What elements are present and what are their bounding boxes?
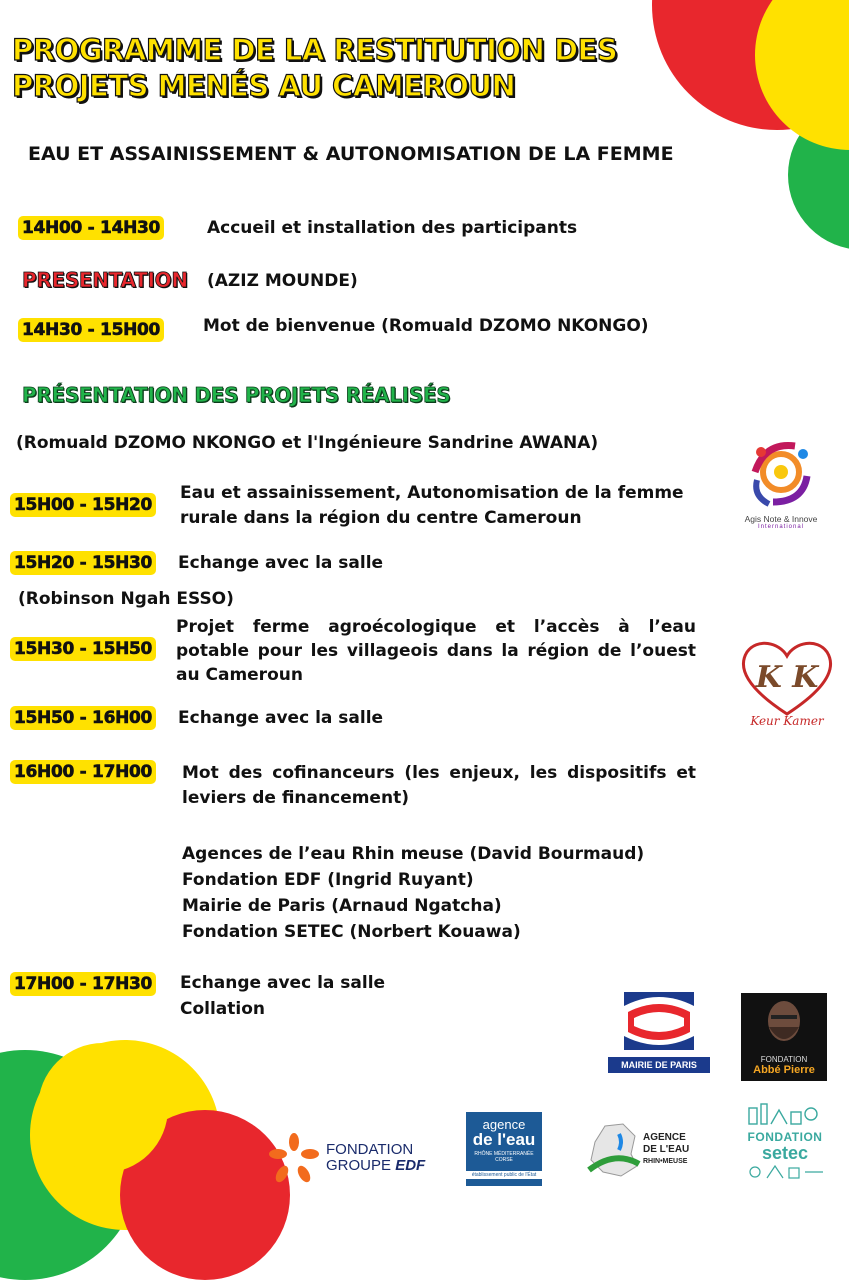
edf-line-2: GROUPE [326,1157,392,1174]
abbe-line-1: FONDATION [760,1055,808,1064]
subtitle: EAU ET ASSAINISSEMENT & AUTONOMISATION DE LA FEMME [28,143,674,165]
agenda-item-echange-2: Echange avec la salle [178,708,384,728]
time-badge-15h50: 15H50 - 16H00 [10,706,156,730]
edf-line-1: FONDATION [326,1141,414,1158]
time-badge-17h00: 17H00 - 17H30 [10,972,156,996]
agenda-item-final [180,970,385,1022]
cofinanceur-rhin-meuse: Agences de l’eau Rhin meuse (David Bourmaud) [182,844,645,864]
agis-name: Agis Note & Innove [744,514,818,524]
logo-fondation-abbe-pierre [741,993,827,1081]
abbe-pierre-portrait [741,993,827,1049]
agenda-item-eau-assainissement: Eau et assainissement, Autonomisation de la femme rurale dans la région du centre Cameroun [180,483,684,528]
mairie-name: MAIRIE DE PARIS [608,1057,710,1073]
logo-agence-eau-rmc [466,1112,542,1186]
time-badge-15h30: 15H30 - 15H50 [10,637,156,661]
keur-initials: K K [755,660,819,695]
cofinanceur-setec: Fondation SETEC (Norbert Kouawa) [182,922,521,942]
rmc-line-3: RHÔNE MÉDITERRANÉE [474,1151,534,1157]
logo-mairie-de-paris [608,992,710,1072]
rhin-meuse-line-3: RHIN•MEUSE [643,1158,688,1165]
agis-swirl-icon [735,432,827,510]
cofinanceur-mairie-paris: Mairie de Paris (Arnaud Ngatcha) [182,896,502,916]
section-heading-projets: PRÉSENTATION DES PROJETS RÉALISÉS [22,383,451,407]
edf-flower-icon [268,1132,320,1184]
agenda-item-bienvenue: Mot de bienvenue (Romuald DZOMO NKONGO) [203,316,649,336]
rmc-footer: établissement public de l'État [466,1171,542,1179]
time-badge-15h20: 15H20 - 15H30 [10,551,156,575]
agenda-item-echange-1: Echange avec la salle [178,553,384,573]
setec-skyline-icon [735,1100,835,1126]
agenda-item-ferme-agroecologique: Projet ferme agroécologique et l’accès à l’eau potable pour les villageois dans la région de l’ouest au Cameroun [176,617,696,685]
france-map-icon [585,1120,641,1180]
rhin-meuse-text [643,1132,689,1168]
presentation-label: PRESENTATION [22,268,188,292]
mairie-paris-emblem [608,992,710,1050]
logo-fondation-setec [735,1100,835,1182]
rmc-line-1: agence [482,1117,526,1132]
agenda-item-echange-3: Echange avec la salle [180,973,386,993]
setec-line-1: FONDATION [747,1130,823,1144]
title-line-2: PROJETS MENÉS AU CAMEROUN [12,69,516,103]
cofinanceur-edf: Fondation EDF (Ingrid Ruyant) [182,870,474,890]
speakers-line-1: (Romuald DZOMO NKONGO et l'Ingénieure Sandrine AWANA) [16,433,599,453]
logo-agis-note-innove [735,432,827,542]
agenda-item-cofinanceurs: Mot des cofinanceurs (les enjeux, les dispositifs et leviers de financement) [182,763,696,808]
rmc-line-2: de l'eau [472,1130,536,1149]
time-badge-14h30: 14H30 - 15H00 [18,318,164,342]
page-title [12,32,617,104]
logo-agence-eau-rhin-meuse [585,1120,705,1180]
logo-fondation-edf [268,1132,428,1184]
time-badge-14h00: 14H00 - 14H30 [18,216,164,240]
decor-yellow-circle-bottom-2 [38,1043,168,1173]
edf-brand: EDF [395,1157,426,1174]
agenda-item-accueil: Accueil et installation des participants [207,218,578,238]
title-line-1: PROGRAMME DE LA RESTITUTION DES [12,33,618,67]
keur-name: Keur Kamer [750,714,824,728]
time-badge-15h00: 15H00 - 15H20 [10,493,156,517]
time-badge-16h00: 16H00 - 17H00 [10,760,156,784]
cofinanceurs-list [182,841,644,945]
rhin-meuse-line-1: AGENCE [643,1132,686,1143]
agis-sub: International [757,524,805,530]
logo-keur-kamer [737,638,837,734]
edf-text [326,1142,425,1174]
rmc-line-4: CORSE [495,1157,513,1163]
presenter-name: (AZIZ MOUNDE) [207,271,358,291]
abbe-line-2: Abbé Pierre [753,1064,815,1076]
agenda-item-collation: Collation [180,999,266,1019]
rhin-meuse-line-2: DE L'EAU [643,1144,690,1155]
setec-decor-icon [735,1162,835,1182]
speakers-line-2: (Robinson Ngah ESSO) [18,589,234,609]
setec-line-2: setec [761,1143,809,1163]
